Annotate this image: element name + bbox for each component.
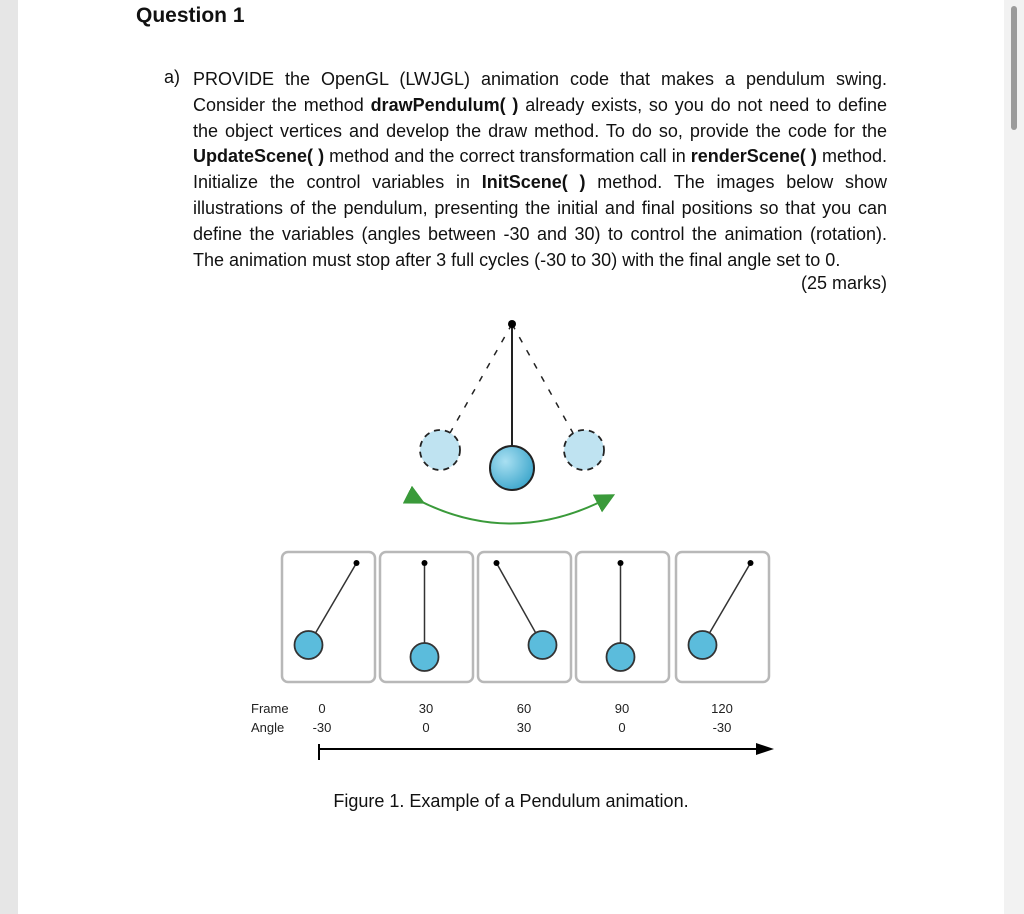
frame-box (478, 552, 571, 682)
frame-angle: -30 (312, 720, 332, 735)
method-name: drawPendulum( ) (370, 94, 519, 115)
question-text-segment: method. Initialize the control variables in (193, 146, 887, 193)
frame-box (676, 552, 769, 682)
swing-arrow (418, 498, 608, 524)
frame-angle: 30 (516, 720, 532, 735)
frame-number: 60 (516, 701, 532, 716)
question-heading: Question 1 (136, 4, 245, 27)
question-text-segment: PROVIDE the OpenGL (LWJGL) animation code that makes a pendulum swing. Consider the method (193, 69, 887, 115)
figure-caption (0, 791, 1024, 812)
frame-angle: 0 (422, 720, 430, 735)
angle-row-label: Angle (251, 720, 285, 735)
frame-number: 30 (418, 701, 434, 716)
frame-number: 0 (318, 701, 326, 716)
frame-bob (529, 631, 557, 659)
frame-angle: -30 (712, 720, 732, 735)
question-text-segment: already exists, so you do not need to define the object vertices and develop the draw method. To do so, provide the code for the (193, 94, 887, 141)
ghost-bob-left (420, 430, 460, 470)
frame-number: 120 (711, 701, 733, 716)
marks-label: (25 marks) (800, 273, 887, 293)
figure-caption-text: Figure 1. Example of a Pendulum animation. (333, 791, 689, 811)
frame-bob (295, 631, 323, 659)
pivot-point (508, 320, 516, 328)
ghost-string-left (450, 324, 512, 433)
frame-bob (607, 643, 635, 671)
frame-number: 90 (614, 701, 630, 716)
frame-pivot (354, 560, 360, 566)
method-name: renderScene( ) (690, 146, 817, 167)
frame-pivot (618, 560, 624, 566)
frame-row-label: Frame (251, 701, 289, 716)
pendulum-bob (490, 446, 534, 490)
frame-bob (411, 643, 439, 671)
frame-pivot (494, 560, 500, 566)
frame-angle: 0 (618, 720, 626, 735)
method-name: UpdateScene( ) (193, 146, 325, 167)
frame-box (282, 552, 375, 682)
frame-pivot (748, 560, 754, 566)
part-label: a) (164, 67, 181, 87)
question-text-segment: method. The images below show illustrations of the pendulum, presenting the initial and final positions so that you can define the variables (angles between -30 and 30) to control the animation (rotation). The animation must stop after 3 full cycles (-30 to 30) with the final angle set to 0. (193, 172, 887, 270)
ghost-bob-right (564, 430, 604, 470)
method-name: InitScene( ) (481, 172, 586, 193)
frame-bob (689, 631, 717, 659)
frame-sequence (282, 552, 769, 735)
question-text-segment: method and the correct transformation call in (324, 146, 691, 167)
timeline-arrow-head (756, 743, 774, 755)
frame-pivot (422, 560, 428, 566)
ghost-string-right (512, 324, 573, 433)
